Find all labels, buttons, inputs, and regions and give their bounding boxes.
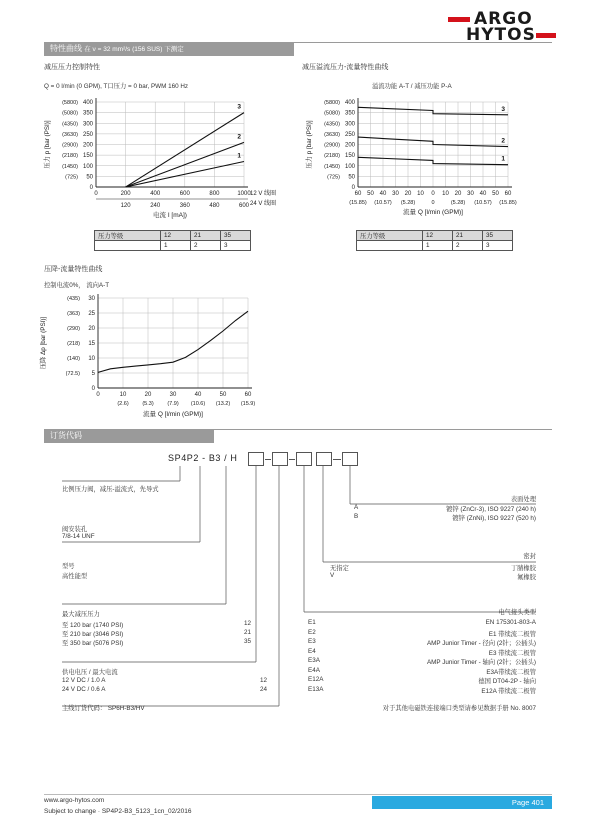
y-tick-psi-label: (2180): [324, 153, 340, 160]
chart1-table-level: 35: [221, 231, 251, 241]
order-surface-item: 镀锌 (ZnCr-3), ISO 9227 (240 h): [446, 506, 536, 513]
x-tick-label: 40: [194, 392, 202, 398]
chart2-table-curve: 1: [423, 241, 453, 251]
x-tick-label: 30: [467, 191, 474, 197]
chart1-heading: 减压压力控制特性: [44, 64, 100, 71]
order-type-desc: 比例压力阀，减压-溢流式，先导式: [62, 486, 159, 493]
order-connector-item: EN 175301-803-A: [485, 619, 536, 626]
x-tick-gpm-label: (15.85): [349, 200, 367, 206]
y-tick-psi-label: (72.5): [65, 371, 80, 377]
order-surface-code: A: [354, 504, 359, 511]
y-tick-label: 350: [344, 110, 355, 117]
series-label: 2: [237, 133, 241, 141]
order-pressure-label: 最大减压压力: [62, 611, 100, 618]
x-tick-gpm-label: 0: [431, 200, 435, 206]
y-tick-psi-label: (2900): [324, 142, 340, 149]
footer-page-number: Page 401: [372, 796, 552, 809]
series-label: 1: [501, 155, 505, 163]
order-code: SP4P2 - B3 / H: [168, 453, 238, 463]
y-tick-label: 250: [344, 131, 355, 138]
order-connector-item: E3A带续流二极管: [486, 668, 536, 676]
x-tick-gpm-label: (7.9): [167, 401, 179, 407]
order-supply-label: 供电电压 / 最大电流: [62, 669, 118, 676]
y-tick-label: 200: [82, 142, 93, 149]
order-connector-note: 对于其他电磁铁连接端口类型请参见数据手册 No. 8007: [382, 705, 536, 712]
x-tick-gpm-label: (10.57): [474, 200, 492, 206]
order-connector-code: E1: [308, 619, 316, 626]
y-tick-label: 10: [88, 356, 95, 362]
x-tick-24v-label: 600: [238, 203, 250, 209]
y-axis-label: 压力 p [bar (PSI)]: [44, 120, 51, 169]
chart1-condition: Q = 0 l/min (0 GPM), T口压力 = 0 bar, PWM 160 Hz: [44, 83, 189, 90]
performance-subtitle: 在 ν = 32 mm²/s (156 SUS) 下测定: [84, 46, 184, 53]
brand-line2: HYTOS: [466, 25, 536, 45]
order-connector-code: E4: [308, 647, 316, 655]
x-tick-label: 50: [492, 191, 499, 197]
x-tick-gpm-label: (5.28): [450, 200, 466, 206]
order-model-value: 高性能型: [62, 573, 88, 580]
order-cavity-value: 7/8-14 UNF: [62, 533, 95, 540]
y-tick-label: 50: [86, 174, 93, 181]
y-tick-label: 15: [88, 341, 95, 347]
x-tick-label: 60: [244, 392, 252, 398]
order-seal-label: 密封: [523, 553, 536, 560]
order-connector-code: E13A: [308, 685, 324, 693]
chart1-table-curve: 1: [161, 241, 191, 251]
order-coil-note: 主线订货代码： SP6H-B3/HV: [62, 705, 145, 712]
x-tick-gpm-label: (2.6): [117, 401, 129, 407]
x-tick-label: 0: [96, 392, 100, 398]
brand-line1: ARGO: [474, 9, 533, 29]
y-tick-label: 25: [88, 311, 95, 317]
order-supply-code: 12: [260, 677, 268, 684]
x-axis-label: 流量 Q [l/min (GPM)]: [143, 411, 203, 418]
y-tick-psi-label: (290): [67, 326, 80, 332]
order-supply-code: 24: [260, 686, 268, 693]
y-tick-psi-label: (5800): [324, 100, 340, 106]
chart1-table-level: 12: [161, 231, 191, 241]
chart1-table-curve: 2: [191, 241, 221, 251]
y-tick-label: 50: [348, 174, 355, 181]
y-tick-label: 250: [82, 131, 93, 138]
order-surface-item: 镀锌 (ZnNi), ISO 9227 (520 h): [452, 515, 536, 522]
y-tick-psi-label: (3630): [62, 131, 78, 138]
x-tick-gpm-label: (15.85): [499, 200, 517, 206]
x-axis-24v-label: 24 V 线圈: [250, 201, 277, 207]
performance-title: 特性曲线: [50, 44, 82, 53]
chart2-table-header: 压力等级: [357, 231, 423, 241]
x-tick-24v-label: 240: [150, 203, 161, 209]
y-axis-label: 压力 p [bar (PSI)]: [306, 120, 313, 169]
x-tick-label: 40: [479, 191, 487, 197]
order-connector-item: E3 带续流二极管: [488, 649, 536, 657]
order-pressure-code: 21: [244, 629, 252, 636]
y-tick-label: 0: [89, 185, 93, 191]
order-connector-item: E12A 带续流二极管: [481, 687, 536, 695]
order-connector-code: E4A: [308, 666, 320, 674]
y-tick-label: 100: [344, 163, 355, 170]
x-tick-gpm-label: (10.6): [190, 401, 206, 407]
x-tick-gpm-label: (5.3): [142, 401, 154, 407]
order-pressure-item: 至 120 bar (1740 PSI): [62, 622, 124, 629]
x-tick-gpm-label: (13.2): [215, 401, 231, 407]
order-connector-code: E12A: [308, 676, 324, 683]
order-surface-label: 表面处理: [510, 496, 536, 503]
y-axis-label: 压降 Δp [bar (PSI)]: [40, 316, 47, 370]
order-connector-item: AMP Junior Timer - 轴向 (2针；公插头): [426, 659, 536, 666]
order-connector-code: E2: [308, 628, 316, 636]
y-tick-psi-label: (5080): [62, 110, 78, 117]
x-tick-label: 20: [454, 191, 462, 197]
chart3-condition: 控制电流0%， 流向A-T: [44, 282, 110, 289]
order-pressure-code: 12: [244, 620, 252, 627]
series-label: 3: [237, 103, 241, 111]
order-seal-code: V: [330, 572, 335, 579]
x-tick-24v-label: 120: [120, 203, 131, 209]
x-tick-label: 10: [417, 191, 424, 197]
y-tick-psi-label: (140): [67, 356, 80, 362]
x-tick-gpm-label: (10.57): [374, 200, 392, 206]
chart1-table-level: 21: [191, 231, 221, 241]
chart2-heading: 减压溢流压力-流量特性曲线: [302, 64, 389, 71]
chart2-table-curve: 3: [483, 241, 513, 251]
y-tick-psi-label: (4350): [324, 121, 340, 128]
y-tick-label: 400: [82, 100, 93, 106]
order-pressure-code: 35: [244, 638, 252, 645]
y-tick-psi-label: (1450): [324, 163, 340, 170]
y-tick-psi-label: (2900): [62, 142, 78, 149]
order-supply-item: 12 V DC / 1.0 A: [62, 677, 106, 684]
x-tick-label: 50: [367, 191, 374, 197]
order-connector-item: AMP Junior Timer - 径向 (2针；公插头): [426, 640, 536, 647]
y-tick-psi-label: (435): [67, 296, 80, 302]
order-model-label: 型号: [62, 563, 75, 570]
y-tick-label: 150: [82, 153, 93, 160]
y-tick-label: 300: [82, 121, 93, 128]
order-seal-code: 无指定: [330, 565, 349, 572]
y-tick-label: 150: [344, 153, 355, 160]
order-surface-code: B: [354, 513, 359, 520]
chart2-table-curve: 2: [453, 241, 483, 251]
series-label: 3: [501, 105, 505, 113]
x-axis-label: 电流 I [mA]): [153, 212, 187, 219]
x-tick-label: 200: [120, 191, 131, 197]
chart2-table-level: 12: [423, 231, 453, 241]
y-tick-psi-label: (4350): [62, 121, 78, 128]
y-tick-label: 350: [82, 110, 93, 117]
footer-notice: Subject to change · SP4P2-B3_5123_1cn_02/2016: [44, 808, 192, 815]
chart2-subtitle: 溢流功能 A-T / 减压功能 P-A: [372, 83, 452, 90]
order-connector-label: 电气接头类型: [498, 609, 536, 616]
y-tick-label: 200: [344, 142, 355, 149]
order-pressure-item: 至 210 bar (3046 PSI): [62, 631, 124, 638]
y-tick-label: 5: [91, 371, 95, 377]
y-tick-label: 20: [88, 326, 95, 332]
y-tick-psi-label: (2180): [62, 153, 78, 160]
x-tick-label: 600: [179, 191, 190, 197]
x-tick-label: 30: [169, 392, 177, 398]
order-connector-item: E1 带续流二极管: [488, 630, 536, 638]
x-tick-gpm-label: (5.28): [400, 200, 416, 206]
order-cavity-label: 阀安装孔: [62, 526, 88, 533]
x-tick-label: 800: [209, 191, 220, 197]
x-tick-label: 400: [150, 191, 161, 197]
x-tick-gpm-label: (15.9): [240, 401, 256, 407]
order-pressure-item: 至 350 bar (5076 PSI): [62, 640, 124, 647]
order-supply-item: 24 V DC / 0.6 A: [62, 686, 106, 693]
y-tick-psi-label: (363): [67, 311, 80, 317]
chart1-table-curve: 3: [221, 241, 251, 251]
series-label: 1: [237, 152, 241, 160]
y-tick-psi-label: (3630): [324, 131, 340, 138]
x-tick-label: 1000: [237, 191, 251, 197]
x-tick-label: 60: [354, 191, 362, 197]
x-tick-label: 0: [94, 191, 98, 197]
footer-website[interactable]: www.argo-hytos.com: [44, 797, 105, 804]
series-label: 2: [501, 137, 505, 145]
chart1-table-header: 压力等级: [95, 231, 161, 241]
x-axis-12v-label: 12 V 线圈: [250, 191, 277, 197]
order-seal-item: 丁腈橡胶: [510, 565, 536, 572]
y-tick-psi-label: (1450): [62, 163, 78, 170]
chart3-heading: 压降-流量特性曲线: [44, 266, 103, 273]
x-tick-label: 30: [392, 191, 399, 197]
x-tick-label: 50: [219, 392, 227, 398]
x-tick-label: 0: [431, 191, 435, 197]
y-tick-label: 100: [82, 163, 93, 170]
x-axis-label: 流量 Q [l/min (GPM)]: [403, 209, 463, 216]
y-tick-psi-label: (725): [327, 174, 340, 181]
y-tick-psi-label: (218): [67, 341, 80, 347]
y-tick-label: 0: [351, 185, 355, 191]
order-connector-code: E3: [308, 638, 316, 645]
x-tick-24v-label: 360: [179, 203, 190, 209]
order-connector-item: 德国 DT04-2P - 轴向: [478, 678, 536, 685]
x-tick-24v-label: 480: [209, 203, 220, 209]
y-tick-psi-label: (725): [65, 174, 78, 181]
chart2-table-level: 35: [483, 231, 513, 241]
y-tick-label: 300: [344, 121, 355, 128]
y-tick-psi-label: (5800): [62, 100, 78, 106]
order-seal-item: 氟橡胶: [517, 574, 536, 581]
y-tick-label: 0: [91, 386, 95, 392]
x-tick-label: 60: [504, 191, 512, 197]
x-tick-label: 40: [379, 191, 387, 197]
chart2-table-level: 21: [453, 231, 483, 241]
x-tick-label: 20: [144, 392, 152, 398]
y-tick-label: 30: [88, 296, 95, 302]
order-connector-code: E3A: [308, 657, 320, 664]
x-tick-label: 10: [119, 392, 127, 398]
y-tick-label: 400: [344, 100, 355, 106]
x-tick-label: 10: [442, 191, 449, 197]
y-tick-psi-label: (5080): [324, 110, 340, 117]
ordering-title: 订货代码: [50, 431, 82, 440]
x-tick-label: 20: [404, 191, 412, 197]
